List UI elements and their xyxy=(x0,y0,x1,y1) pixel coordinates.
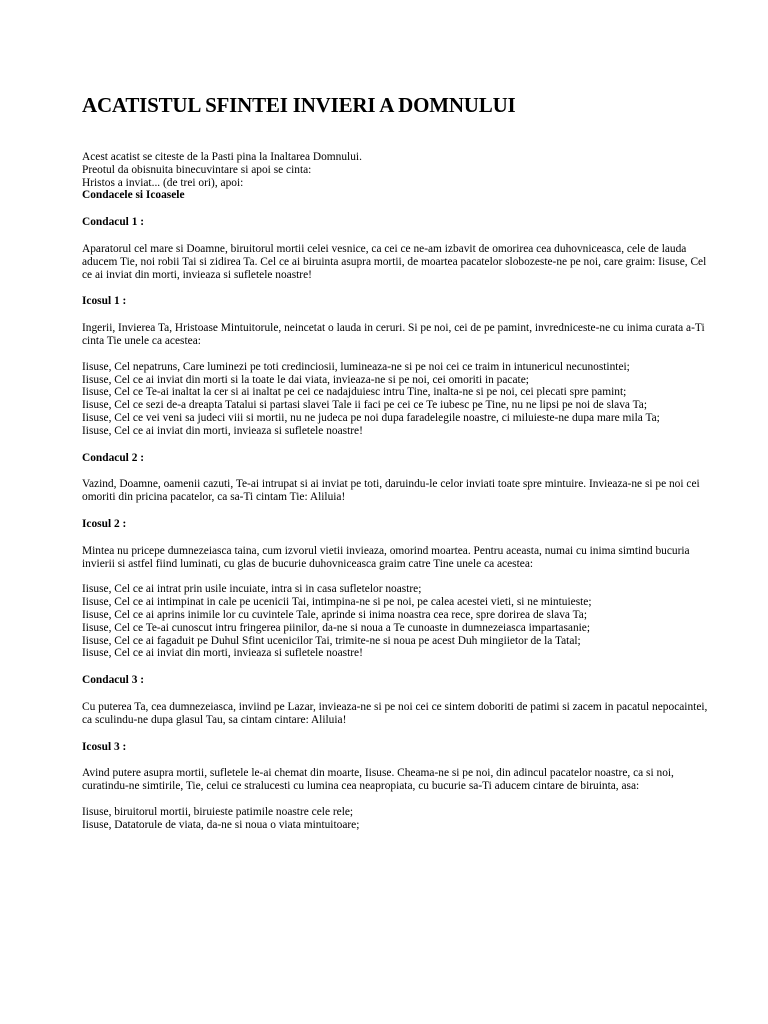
icos-3-invocations xyxy=(82,806,718,832)
invocation-line: Iisuse, Cel ce ai intimpinat in cale pe ucenicii Tai, intimpina-ne si pe noi, pe calea acestei vieti, si ne mintuieste; xyxy=(82,596,592,609)
invocation-line: Iisuse, Cel ce sezi de-a dreapta Tatalui si partasi slavei Tale ii faci pe cei ce Te iubesc pe Tine, nu ne lipsi pe noi de slava Ta; xyxy=(82,399,647,412)
intro-line: Hristos a inviat... (de trei ori), apoi: xyxy=(82,176,244,189)
invocation-line: Iisuse, Cel ce ai intrat prin usile incuiate, intra si in casa sufletelor noastre; xyxy=(82,583,422,596)
invocation-line: Iisuse, Cel ce Te-ai inaltat la cer si ai inaltat pe cei ce nadajduiesc intru Tine, inalta-ne si pe noi, cei plecati spre pamint; xyxy=(82,386,627,399)
invocation-line: Iisuse, Cel ce ai inviat din morti si la toate le dai viata, invieaza-ne si pe noi, cei omoriti in pacate; xyxy=(82,373,529,386)
invocation-line: Iisuse, Cel ce Te-ai cunoscut intru fringerea piinilor, da-ne si noua a Te cunoaste in dumnezeiasca impartasanie; xyxy=(82,621,591,634)
page-title: ACATISTUL SFINTEI INVIERI A DOMNULUI xyxy=(82,93,516,117)
condac-3-text: Cu puterea Ta, cea dumnezeiasca, inviind pe Lazar, invieaza-ne si pe noi cei ce sintem doboriti de patimi si zacem in pacatul nepocaintei, ca sculindu-ne dupa glasul Tau, sa cintam cintare: Aliluia! xyxy=(82,700,708,726)
intro-line: Preotul da obisnuita binecuvintare si apoi se cinta: xyxy=(82,163,312,176)
invocation-line: Iisuse, Cel ce vei veni sa judeci viii si mortii, nu ne judeca pe noi dupa faradelegile noastre, ci miluieste-ne dupa mare mila Ta; xyxy=(82,411,660,424)
condac-3-heading: Condacul 3 : xyxy=(82,674,145,687)
icos-2-invocations xyxy=(82,583,718,660)
invocation-line: Iisuse, Cel ce ai inviat din morti, invieaza si sufletele noastre! xyxy=(82,424,363,437)
icos-2-text: Mintea nu pricepe dumnezeiasca taina, cum izvorul vietii invieaza, omorind moartea. Pentru aceasta, numai cu inima simtind bucuria invierii si astfel fiind luminati, cu glas de bucurie duhovniceasca graim catre Tine unele ca acestea: xyxy=(82,544,690,570)
icos-1-invocations xyxy=(82,361,718,438)
condac-2-text: Vazind, Doamne, oamenii cazuti, Te-ai intrupat si ai inviat pe toti, daruindu-le celor inviati toate spre mintuire. Invieaza-ne si pe noi cei omoriti din pricina pacatelor, ca sa-Ti cintam Tie: Aliluia! xyxy=(82,478,700,504)
invocation-line: Iisuse, Cel ce ai aprins inimile lor cu cuvintele Tale, aprinde si inima noastra cea rece, spre dorirea de slava Ta; xyxy=(82,608,587,621)
icos-1-heading: Icosul 1 : xyxy=(82,295,127,308)
intro xyxy=(82,151,718,202)
invocation-line: Iisuse, Datatorule de viata, da-ne si noua o viata mintuitoare; xyxy=(82,818,360,831)
condac-2-heading: Condacul 2 : xyxy=(82,451,145,464)
invocation-line: Iisuse, Cel nepatruns, Care luminezi pe toti credinciosii, lumineaza-ne si pe noi cei ce traim in intunericul necunostintei; xyxy=(82,360,630,373)
icos-3-text: Avind putere asupra mortii, sufletele le-ai chemat din moarte, Iisuse. Cheama-ne si pe noi, din adincul pacatelor noastre, ca si noi, curatindu-ne simtirile, Tie, celui ce stralucesti cu lumina cea neapropiata, cu bucurie sa-Ti aducem cintare de biruinta, asa: xyxy=(82,767,674,793)
invocation-line: Iisuse, Cel ce ai fagaduit pe Duhul Sfint ucenicilor Tai, trimite-ne si noua pe acest Duh mingiietor de la Tatal; xyxy=(82,634,581,647)
icos-1-text: Ingerii, Invierea Ta, Hristoase Mintuitorule, neincetat o lauda in ceruri. Si pe noi, cei de pe pamint, invredniceste-ne cu inima curata a-Ti cinta Tie unele ca acestea: xyxy=(82,322,705,347)
condac-1-heading: Condacul 1 : xyxy=(82,216,145,229)
intro-line: Acest acatist se citeste de la Pasti pina la Inaltarea Domnului. xyxy=(82,151,362,163)
invocation-line: Iisuse, biruitorul mortii, biruieste patimile noastre cele rele; xyxy=(82,805,354,818)
condac-1-text: Aparatorul cel mare si Doamne, biruitorul mortii celei vesnice, ca cei ce ne-am izbavit de omorirea cea duhovniceasca, cele de lauda aducem Tie, noi robii Tai si zidirea Ta. Cel ce ai biruinta asupra mortii, de moartea pacatelor slobozeste-ne pe noi, care graim: Iisuse, Cel ce ai inviat din morti, invieaza si sufletele noastre! xyxy=(82,242,707,281)
section-heading: Condacele si Icoasele xyxy=(82,189,185,202)
icos-2-heading: Icosul 2 : xyxy=(82,517,127,530)
icos-3-heading: Icosul 3 : xyxy=(82,740,127,753)
invocation-line: Iisuse, Cel ce ai inviat din morti, invieaza si sufletele noastre! xyxy=(82,647,363,660)
